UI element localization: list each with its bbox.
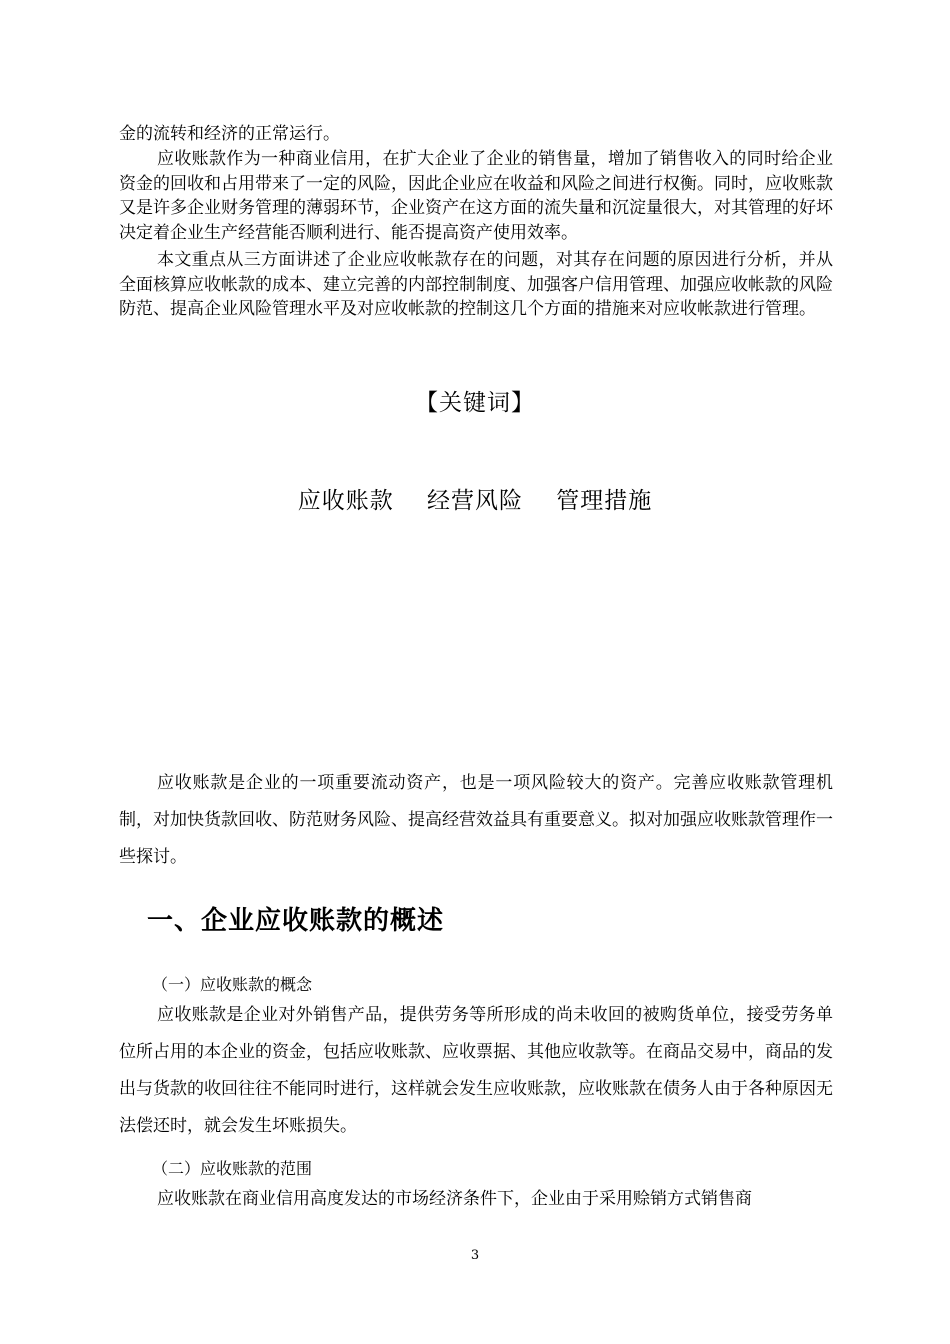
page-number: 3 bbox=[470, 1248, 480, 1263]
keyword-item: 应收账款 bbox=[297, 488, 394, 514]
subsection-heading-2: （二）应收账款的范围 bbox=[152, 1159, 313, 1178]
keyword-item: 经营风险 bbox=[427, 488, 523, 514]
abstract-paragraph-3: 本文重点从三方面讲述了企业应收帐款存在的问题，对其存在问题的原因进行分析，并从全面核算应收帐款的成本、建立完善的内部控制制度、加强客户信用管理、加强应收帐款的风险防范、提高企业风险管理水平及对应收帐款的控制这几个方面的措施来对应收帐款进行管理。 bbox=[119, 250, 833, 319]
intro-paragraph: 应收账款是企业的一项重要流动资产，也是一项风险较大的资产。完善应收账款管理机制，对加快货款回收、防范财务风险、提高经营效益具有重要意义。拟对加强应收账款管理作一些探讨。 bbox=[119, 773, 833, 867]
abstract-paragraph-2: 应收账款作为一种商业信用，在扩大企业了企业的销售量，增加了销售收入的同时给企业资金的回收和占用带来了一定的风险，因此企业应在收益和风险之间进行权衡。同时，应收账款又是许多企业财务管理的薄弱环节，企业资产在这方面的流失量和沉淀量很大，对其管理的好坏决定着企业生产经营能否顺利进行、能否提高资产使用效率。 bbox=[119, 149, 833, 243]
keywords-title: 【关键词】 bbox=[415, 390, 535, 416]
subsection-heading-1: （一）应收账款的概念 bbox=[152, 975, 313, 994]
keywords-list bbox=[0, 482, 950, 515]
abstract-paragraph-continuation: 金的流转和经济的正常运行。 bbox=[119, 124, 340, 144]
subsection-1-paragraph: 应收账款是企业对外销售产品，提供劳务等所形成的尚未收回的被购货单位，接受劳务单位所占用的本企业的资金，包括应收账款、应收票据、其他应收款等。在商品交易中，商品的发出与货款的收回往往不能同时进行，这样就会发生应收账款，应收账款在债务人由于各种原因无法偿还时，就会发生坏账损失。 bbox=[119, 1005, 833, 1136]
subsection-2-paragraph: 应收账款在商业信用高度发达的市场经济条件下，企业由于采用赊销方式销售商 bbox=[157, 1189, 752, 1209]
section-heading: 一、企业应收账款的概述 bbox=[147, 906, 445, 936]
keyword-item: 管理措施 bbox=[556, 488, 653, 514]
